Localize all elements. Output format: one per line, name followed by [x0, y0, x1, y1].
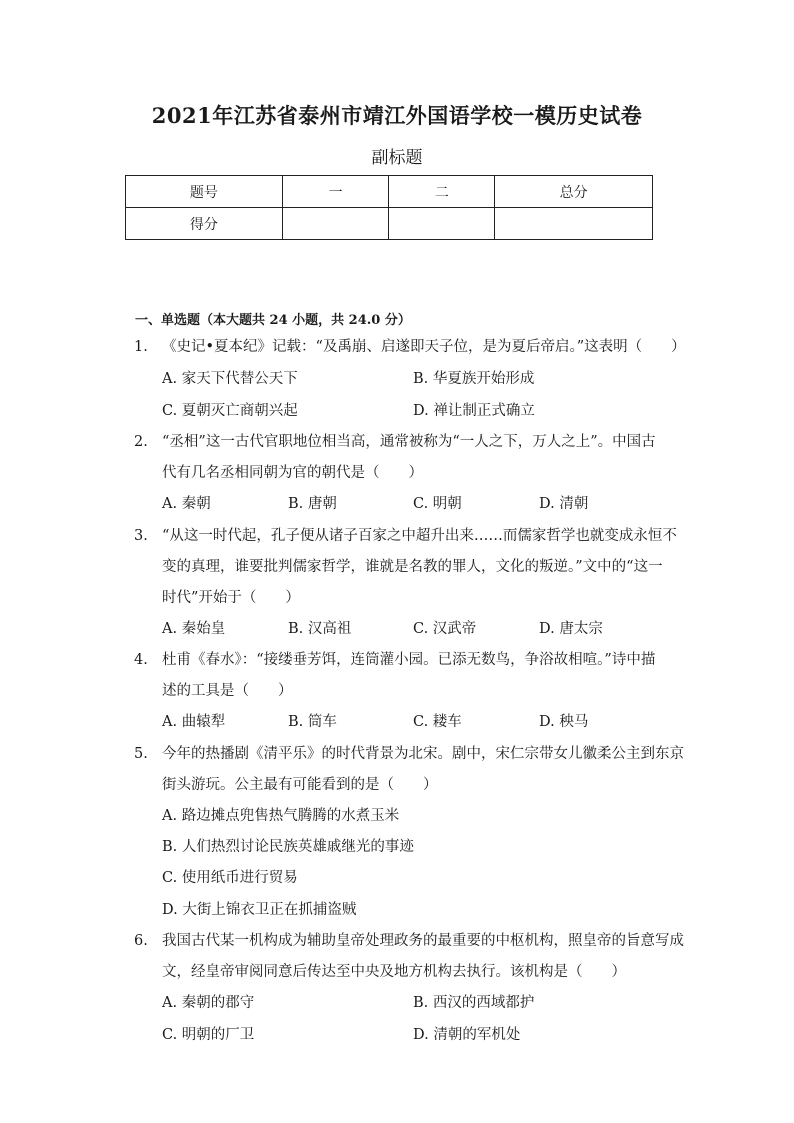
option-c: C. 明朝: [413, 496, 462, 512]
option-b: B. 华夏族开始形成: [413, 371, 535, 387]
page-title: 2021年江苏省泰州市靖江外国语学校一模历史试卷: [151, 103, 643, 128]
question-text: 我国古代某一机构成为辅助皇帝处理政务的最重要的中枢机构，照皇帝的旨意写成: [162, 933, 684, 949]
option-b: B. 筒车: [288, 714, 337, 730]
section-heading: 一、单选题（本大题共 24 小题，共 24.0 分）: [135, 313, 411, 328]
question-number: 4.: [134, 652, 148, 668]
option-c: C. 使用纸币进行贸易: [162, 870, 298, 886]
option-b: B. 汉高祖: [288, 621, 352, 637]
score-table-header-row: [126, 176, 653, 208]
option-c: C. 汉武帝: [413, 621, 477, 637]
option-d: D. 清朝: [539, 496, 589, 512]
score-table-cell: [495, 208, 653, 240]
question-text: 述的工具是（ ）: [162, 683, 293, 699]
option-a: A. 家天下代替公天下: [162, 371, 298, 387]
score-table-cell: 题号: [126, 176, 283, 208]
question-number: 6.: [134, 933, 148, 949]
option-b: B. 西汉的西域都护: [413, 995, 535, 1011]
option-d: D. 大街上锦衣卫正在抓捕盗贼: [162, 902, 357, 918]
question-number: 2.: [134, 434, 148, 450]
question-text: 变的真理，谁要批判儒家哲学，谁就是名教的罪人，文化的叛逆。”文中的“这一: [162, 559, 663, 575]
question-text: 杜甫《春水》：“接缕垂芳饵，连筒灌小园。已添无数鸟，争浴故相喧。”诗中描: [162, 652, 656, 668]
option-b: B. 唐朝: [288, 496, 337, 512]
option-d: D. 唐太宗: [539, 621, 603, 637]
question-text: “丞相”这一古代官职地位相当高，通常被称为“一人之下，万人之上”。中国古: [162, 434, 656, 450]
option-a: A. 秦始皇: [162, 621, 226, 637]
option-c: C. 夏朝灭亡商朝兴起: [162, 403, 298, 419]
option-d: D. 禅让制正式确立: [413, 403, 535, 419]
score-table: [125, 175, 653, 240]
question-text: 《史记•夏本纪》记载：“及禹崩、启遂即天子位，是为夏后帝启。”这表明（ ）: [162, 339, 686, 355]
option-a: A. 秦朝: [162, 496, 211, 512]
option-a: A. 路边摊点兜售热气腾腾的水煮玉米: [162, 808, 400, 824]
score-table-cell: 得分: [126, 208, 283, 240]
question-number: 1.: [134, 339, 148, 355]
option-c: C. 耧车: [413, 714, 462, 730]
option-a: A. 秦朝的郡守: [162, 995, 255, 1011]
score-table-cell: [282, 208, 389, 240]
score-table-score-row: [126, 208, 653, 240]
question-text: 时代”开始于（ ）: [162, 590, 300, 606]
score-table-cell: 总分: [495, 176, 653, 208]
score-table-cell: [389, 208, 495, 240]
score-table-cell: 一: [282, 176, 389, 208]
question-number: 3.: [134, 528, 148, 544]
question-number: 5.: [134, 746, 148, 762]
option-d: D. 清朝的军机处: [413, 1027, 521, 1043]
question-text: “从这一时代起，孔子便从诸子百家之中超升出来……而儒家哲学也就变成永恒不: [162, 528, 677, 544]
option-a: A. 曲辕犁: [162, 714, 226, 730]
option-d: D. 秧马: [539, 714, 589, 730]
question-text: 今年的热播剧《清平乐》的时代背景为北宋。剧中，宋仁宗带女儿徽柔公主到东京: [162, 746, 684, 762]
question-text: 街头游玩。公主最有可能看到的是（ ）: [162, 777, 438, 793]
page-subtitle: 副标题: [371, 148, 423, 168]
option-c: C. 明朝的厂卫: [162, 1027, 255, 1043]
score-table-cell: 二: [389, 176, 495, 208]
option-b: B. 人们热烈讨论民族英雄戚继光的事迹: [162, 839, 414, 855]
question-text: 文，经皇帝审阅同意后传达至中央及地方机构去执行。该机构是（ ）: [162, 964, 626, 980]
question-text: 代有几名丞相同朝为官的朝代是（ ）: [162, 465, 423, 481]
